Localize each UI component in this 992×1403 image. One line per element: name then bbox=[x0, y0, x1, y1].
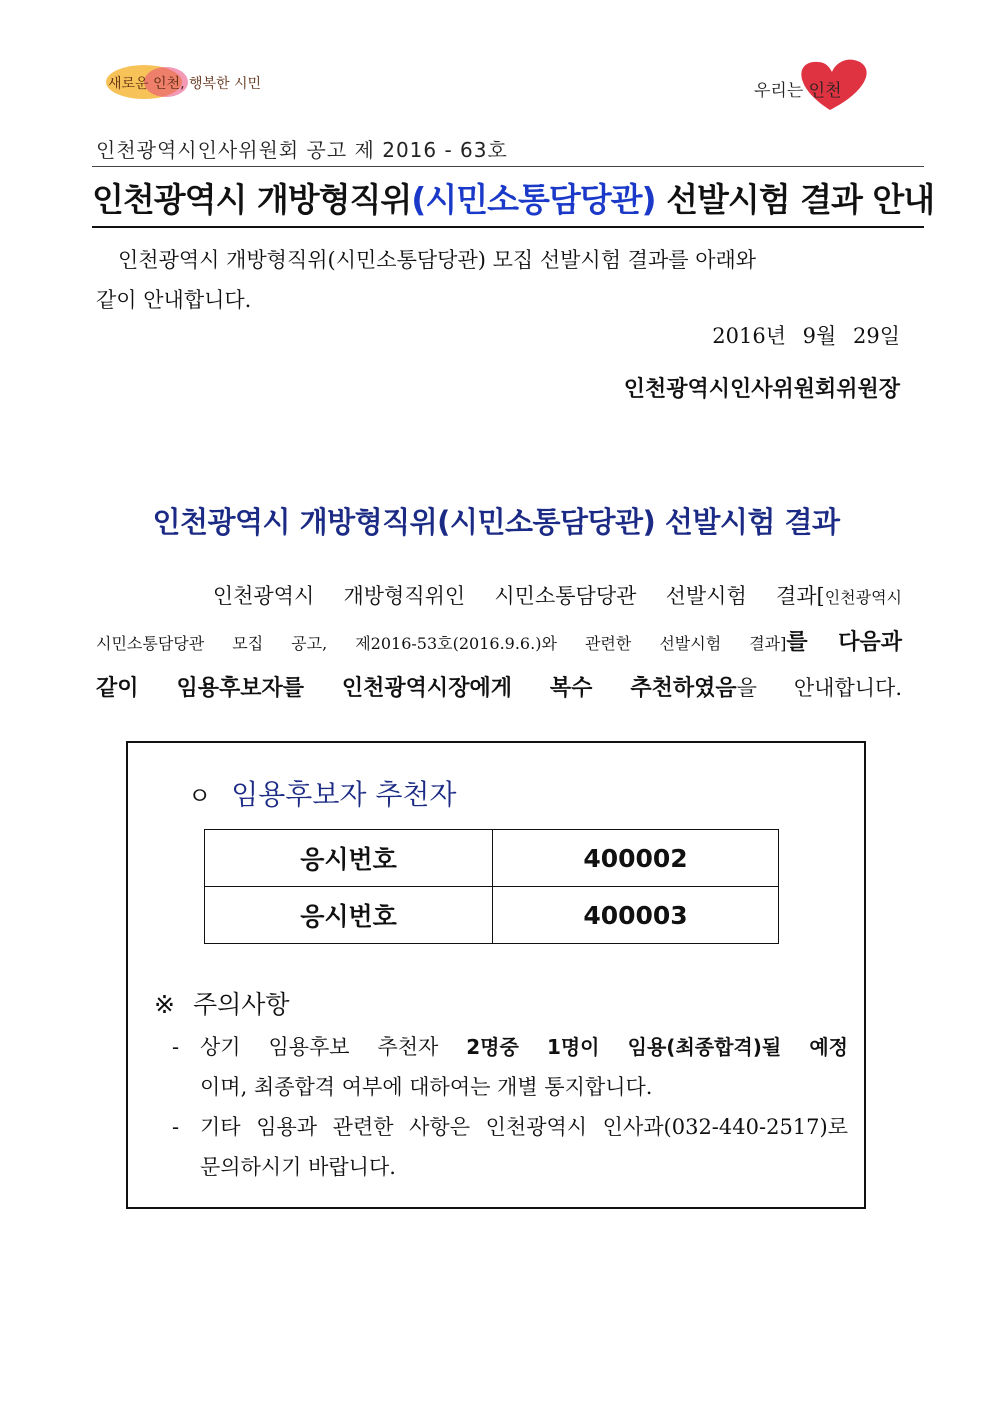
exam-number-label: 응시번호 bbox=[205, 830, 493, 887]
result-line2 bbox=[96, 620, 902, 666]
intro-line2: 같이 안내합니다. bbox=[96, 288, 252, 312]
candidates-heading-text: 임용후보자 추천자 bbox=[231, 778, 457, 811]
table-row bbox=[205, 887, 779, 944]
note1-bold: 2명중 1명이 임용(최종합격)될 예정 bbox=[466, 1035, 848, 1059]
note-item bbox=[172, 1027, 848, 1107]
result-line2-small: 시민소통담당관 모집 공고, 제2016-53호(2016.9.6.)와 관련한 선발시험 결과] bbox=[96, 634, 787, 653]
signer-name: 인천광역시인사위원회위원장 bbox=[623, 377, 900, 402]
dash-bullet: - bbox=[172, 1035, 180, 1059]
result-line3 bbox=[96, 666, 902, 711]
title-rule-top bbox=[92, 166, 924, 167]
result-line1 bbox=[96, 574, 902, 620]
notes-heading bbox=[154, 985, 290, 1021]
result-line1-main: 인천광역시 개방형직위인 시민소통담당관 선발시험 결과[ bbox=[212, 584, 825, 608]
incheon-heart-logo bbox=[752, 52, 880, 114]
note2-line2: 문의하시기 바랍니다. bbox=[200, 1155, 396, 1179]
title-rule-bottom bbox=[92, 226, 924, 228]
note-item bbox=[172, 1107, 848, 1187]
exam-number-value: 400003 bbox=[493, 887, 779, 944]
incheon-logo-text: 우리는 인천 bbox=[754, 81, 842, 101]
result-line2-bold: 를 다음과 bbox=[786, 630, 902, 655]
result-line3-bold: 같이 임용후보자를 인천광역시장에게 복수 추천하였음 bbox=[96, 676, 737, 701]
result-line1-small: 인천광역시 bbox=[824, 588, 902, 607]
slogan-logo bbox=[104, 62, 274, 102]
candidates-heading bbox=[188, 773, 456, 813]
note1-line1 bbox=[200, 1027, 848, 1067]
note1-line2: 이며, 최종합격 여부에 대하여는 개별 통지합니다. bbox=[200, 1075, 653, 1099]
notice-date: 2016년 9월 29일 bbox=[712, 324, 900, 348]
bullet-circle-icon: ㅇ bbox=[188, 782, 212, 810]
document-title bbox=[92, 174, 935, 221]
intro-paragraph bbox=[96, 240, 902, 320]
candidates-box bbox=[126, 741, 866, 1209]
title-highlight: (시민소통담당관) bbox=[411, 180, 656, 219]
dash-bullet: - bbox=[172, 1115, 180, 1139]
note1-text: 상기 임용후보 추천자 bbox=[200, 1035, 467, 1059]
candidates-table bbox=[204, 829, 779, 944]
notes-list bbox=[172, 1027, 848, 1187]
exam-number-value: 400002 bbox=[493, 830, 779, 887]
title-part2: 선발시험 결과 안내 bbox=[655, 180, 935, 219]
notice-number: 인천광역시인사위원회 공고 제 2016 - 63호 bbox=[96, 138, 508, 162]
slogan-logo-text: 새로운 인천, 행복한 시민 bbox=[108, 76, 262, 92]
title-part1: 인천광역시 개방형직위 bbox=[92, 180, 412, 219]
exam-number-label: 응시번호 bbox=[205, 887, 493, 944]
intro-line1: 인천광역시 개방형직위(시민소통담당관) 모집 선발시험 결과를 아래와 bbox=[118, 248, 757, 272]
result-paragraph bbox=[96, 574, 902, 711]
note2-line1: 기타 임용과 관련한 사항은 인천광역시 인사과(032-440-2517)로 bbox=[200, 1115, 848, 1139]
section-title: 인천광역시 개방형직위(시민소통담당관) 선발시험 결과 bbox=[152, 505, 840, 539]
result-line3-tail: 을 안내합니다. bbox=[736, 676, 902, 700]
reference-mark-icon: ※ bbox=[154, 990, 175, 1019]
notes-heading-text: 주의사항 bbox=[192, 990, 290, 1019]
table-row bbox=[205, 830, 779, 887]
